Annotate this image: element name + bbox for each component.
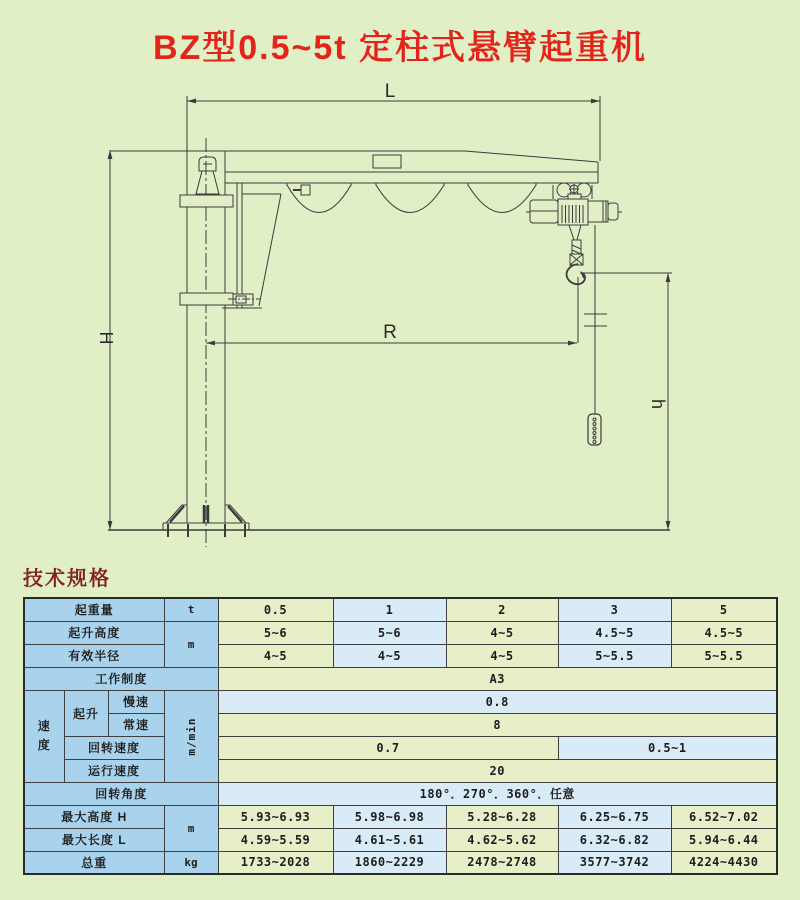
rail-stop <box>293 185 310 195</box>
weight-1: 1860~2229 <box>333 851 446 874</box>
upper-collar <box>180 195 233 207</box>
max-length-0: 4.59~5.59 <box>218 828 333 851</box>
pendant-control <box>584 225 607 445</box>
festoon-cables <box>287 183 536 213</box>
row-speed-travel <box>24 759 777 782</box>
radius-4: 5~5.5 <box>671 644 777 667</box>
label-speed-normal: 常速 <box>108 713 164 736</box>
section-heading: 技术规格 <box>23 568 111 590</box>
max-height-2: 5.28~6.28 <box>446 805 558 828</box>
label-lift-height: 起升高度 <box>24 621 164 644</box>
page-title: BZ型0.5~5t 定柱式悬臂起重机 <box>152 29 648 67</box>
row-angle <box>24 782 777 805</box>
capacity-0: 0.5 <box>218 598 333 621</box>
row-max-height <box>24 805 777 828</box>
label-weight: 总重 <box>24 851 164 874</box>
label-capacity: 起重量 <box>24 598 164 621</box>
dim-label-H: H <box>96 331 116 345</box>
lower-collar <box>180 293 233 305</box>
unit-max-height: m <box>164 805 218 851</box>
dim-label-R: R <box>383 322 397 343</box>
weight-4: 4224~4430 <box>671 851 777 874</box>
unit-capacity: t <box>164 598 218 621</box>
row-radius <box>24 644 777 667</box>
max-length-3: 6.32~6.82 <box>558 828 671 851</box>
weight-2: 2478~2748 <box>446 851 558 874</box>
label-hoist: 起升 <box>64 690 108 736</box>
max-height-3: 6.25~6.75 <box>558 805 671 828</box>
max-height-4: 6.52~7.02 <box>671 805 777 828</box>
unit-speed: m/min <box>164 690 218 782</box>
lift-height-3: 4.5~5 <box>558 621 671 644</box>
lift-height-1: 5~6 <box>333 621 446 644</box>
speed-normal-value: 8 <box>218 713 777 736</box>
label-max-height: 最大高度 H <box>24 805 164 828</box>
angle-value: 180°．270°．360°．任意 <box>218 782 777 805</box>
unit-weight: kg <box>164 851 218 874</box>
label-max-length: 最大长度 L <box>24 828 164 851</box>
row-speed-slow <box>24 690 777 713</box>
column-base <box>108 505 670 537</box>
dim-label-h: h <box>648 398 668 410</box>
row-lift-height <box>24 621 777 644</box>
capacity-3: 3 <box>558 598 671 621</box>
row-speed-slew <box>24 736 777 759</box>
capacity-2: 2 <box>446 598 558 621</box>
max-length-4: 5.94~6.44 <box>671 828 777 851</box>
specs-table <box>23 597 778 875</box>
dim-label-L: L <box>384 81 396 102</box>
speed-slew-high: 0.5~1 <box>558 736 777 759</box>
hook-assembly <box>567 225 585 284</box>
max-length-2: 4.62~5.62 <box>446 828 558 851</box>
radius-3: 5~5.5 <box>558 644 671 667</box>
radius-2: 4~5 <box>446 644 558 667</box>
unit-lift-height: m <box>164 621 218 667</box>
lift-height-0: 5~6 <box>218 621 333 644</box>
label-speed-travel: 运行速度 <box>64 759 164 782</box>
label-angle: 回转角度 <box>24 782 218 805</box>
capacity-4: 5 <box>671 598 777 621</box>
max-height-0: 5.93~6.93 <box>218 805 333 828</box>
jib-beam <box>110 151 598 183</box>
speed-slow-value: 0.8 <box>218 690 777 713</box>
row-max-length <box>24 828 777 851</box>
hook-icon <box>567 264 585 284</box>
radius-0: 4~5 <box>218 644 333 667</box>
label-speed-slow: 慢速 <box>108 690 164 713</box>
row-duty <box>24 667 777 690</box>
hoist-motor <box>588 201 608 222</box>
weight-3: 3577~3742 <box>558 851 671 874</box>
row-weight <box>24 851 777 874</box>
label-speed: 速度 <box>24 690 64 782</box>
label-radius: 有效半径 <box>24 644 164 667</box>
speed-travel-value: 20 <box>218 759 777 782</box>
slew-motor <box>196 157 219 194</box>
row-capacity <box>24 598 777 621</box>
speed-slew-low: 0.7 <box>218 736 558 759</box>
lift-height-2: 4~5 <box>446 621 558 644</box>
duty-value: A3 <box>218 667 777 690</box>
radius-1: 4~5 <box>333 644 446 667</box>
hoist-trolley <box>526 183 622 225</box>
rotating-sleeve <box>180 183 281 308</box>
label-speed-slew: 回转速度 <box>64 736 164 759</box>
lift-height-4: 4.5~5 <box>671 621 777 644</box>
capacity-1: 1 <box>333 598 446 621</box>
max-height-1: 5.98~6.98 <box>333 805 446 828</box>
row-speed-normal <box>24 713 777 736</box>
max-length-1: 4.61~5.61 <box>333 828 446 851</box>
weight-0: 1733~2028 <box>218 851 333 874</box>
label-duty: 工作制度 <box>24 667 218 690</box>
